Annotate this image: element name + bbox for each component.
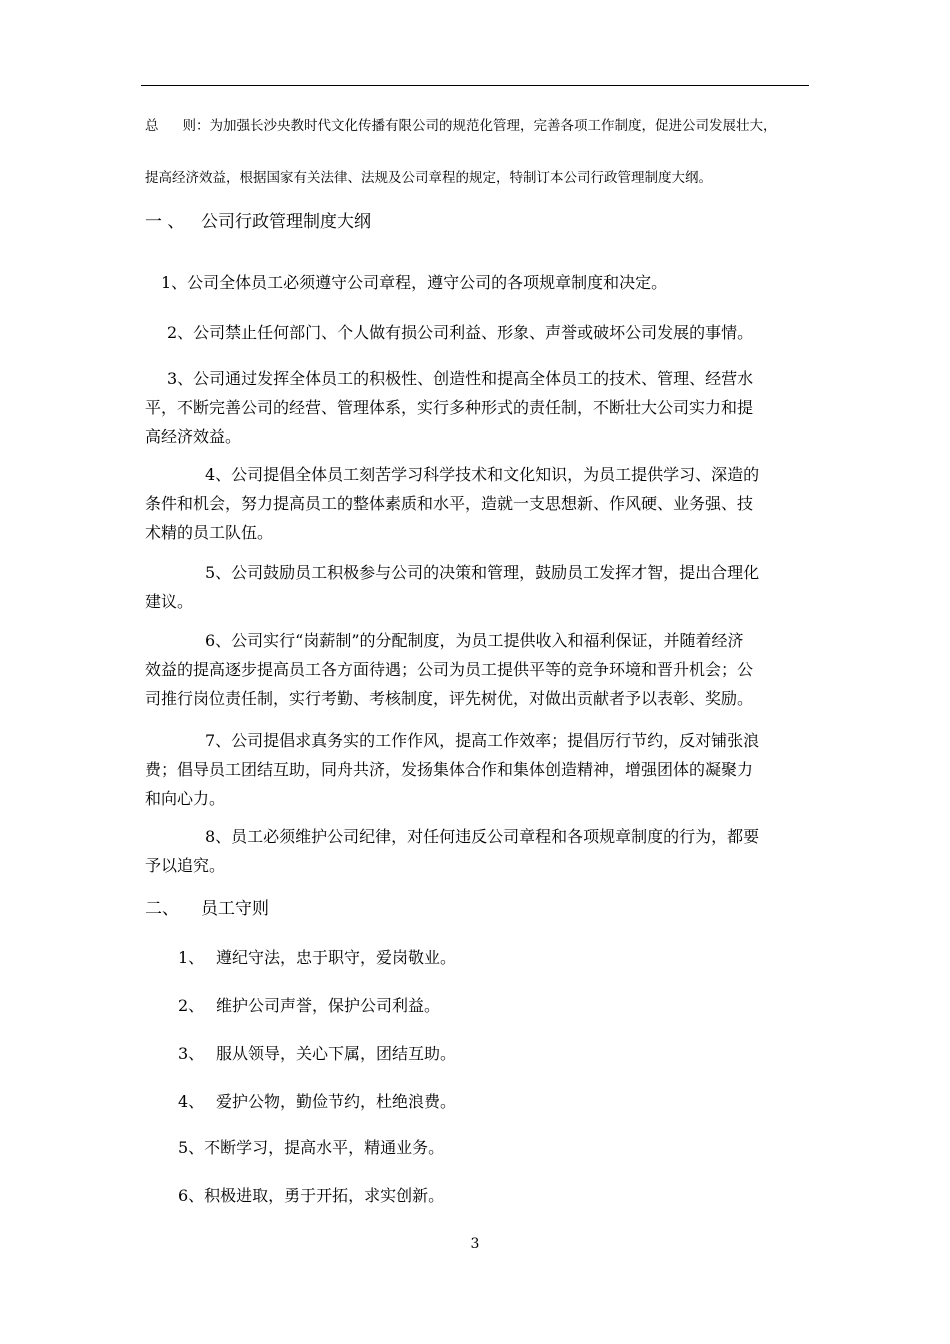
paragraph-line: 和向心力。	[145, 789, 226, 808]
paragraph-line: 1、公司全体员工必须遵守公司章程，遵守公司的各项规章制度和决定。	[161, 273, 668, 292]
page-number: 3	[470, 1236, 480, 1252]
section-1-item-6	[145, 626, 815, 713]
paragraph-line: 条件和机会，努力提高员工的整体素质和水平，造就一支思想新、作风硬、业务强、技	[145, 494, 754, 513]
section-2-item-3	[178, 1044, 456, 1064]
general-label: 总	[145, 118, 159, 134]
item-text: 服从领导，关心下属，团结互助。	[216, 1044, 457, 1063]
paragraph-line: 术精的员工队伍。	[145, 523, 274, 542]
paragraph-line: 予以追究。	[145, 856, 226, 875]
section-2-item-4	[178, 1092, 456, 1112]
paragraph-line: 5、公司鼓励员工积极参与公司的决策和管理，鼓励员工发挥才智，提出合理化	[205, 563, 760, 582]
paragraph-line: 8、员工必须维护公司纪律，对任何违反公司章程和各项规章制度的行为，都要	[205, 827, 760, 846]
section-2-item-2	[178, 996, 440, 1016]
item-text: 6、积极进取，勇于开拓，求实创新。	[178, 1186, 445, 1205]
section-2-title: 员工守则	[201, 899, 269, 919]
paragraph-line: 2、公司禁止任何部门、个人做有损公司利益、形象、声誉或破坏公司发展的事情。	[167, 323, 754, 342]
section-1-item-3	[145, 364, 815, 451]
paragraph-line: 3、公司通过发挥全体员工的积极性、创造性和提高全体员工的技术、管理、经营水	[167, 369, 754, 388]
item-text: 5、不断学习，提高水平，精通业务。	[178, 1138, 445, 1157]
section-1-heading	[145, 212, 371, 232]
section-1-item-8	[145, 822, 815, 880]
item-text: 遵纪守法，忠于职守，爱岗敬业。	[216, 948, 457, 967]
section-1-item-5	[145, 558, 815, 616]
paragraph-line: 4、公司提倡全体员工刻苦学习科学技术和文化知识，为员工提供学习、深造的	[205, 465, 760, 484]
paragraph-line: 建议。	[145, 592, 194, 611]
section-2-number: 二、	[145, 899, 179, 919]
paragraph-line: 司推行岗位责任制，实行考勤、考核制度，评先树优，对做出贡献者予以表彰、奖励。	[145, 689, 754, 708]
general-provisions-line-2: 提高经济效益，根据国家有关法律、法规及公司章程的规定，特制订本公司行政管理制度大纲。	[145, 170, 712, 186]
paragraph-line: 效益的提高逐步提高员工各方面待遇；公司为员工提供平等的竞争环境和晋升机会；公	[145, 660, 754, 679]
section-2-item-1	[178, 948, 456, 968]
item-text: 维护公司声誉，保护公司利益。	[216, 996, 441, 1015]
section-2-heading	[145, 899, 269, 919]
item-index: 1、	[178, 948, 205, 967]
section-1-item-4	[145, 460, 815, 547]
paragraph-line: 6、公司实行“岗薪制”的分配制度，为员工提供收入和福利保证，并随着经济	[205, 631, 744, 650]
item-index: 2、	[178, 996, 205, 1015]
section-1-item-2	[145, 318, 815, 347]
section-2-item-5	[178, 1138, 444, 1158]
item-index: 4、	[178, 1092, 205, 1111]
general-provisions-line-1	[145, 118, 777, 134]
general-text-1: 为加强长沙央教时代文化传播有限公司的规范化管理，完善各项工作制度，促进公司发展壮大，	[209, 118, 777, 134]
paragraph-line: 7、公司提倡求真务实的工作作风，提高工作效率；提倡厉行节约，反对铺张浪	[205, 731, 760, 750]
section-1-title: 公司行政管理制度大纲	[201, 212, 371, 232]
section-1-number: 一 、	[145, 212, 185, 232]
section-1-item-1	[145, 268, 815, 297]
section-1-item-7	[145, 726, 815, 813]
paragraph-line: 费；倡导员工团结互助，同舟共济，发扬集体合作和集体创造精神，增强团体的凝聚力	[145, 760, 754, 779]
header-rule	[141, 85, 809, 86]
paragraph-line: 高经济效益。	[145, 427, 242, 446]
item-index: 3、	[178, 1044, 205, 1063]
item-text: 爱护公物，勤俭节约，杜绝浪费。	[216, 1092, 457, 1111]
section-2-item-6	[178, 1186, 444, 1206]
paragraph-line: 平，不断完善公司的经营、管理体系，实行多种形式的责任制，不断壮大公司实力和提	[145, 398, 754, 417]
general-label-2: 则：	[182, 118, 210, 134]
